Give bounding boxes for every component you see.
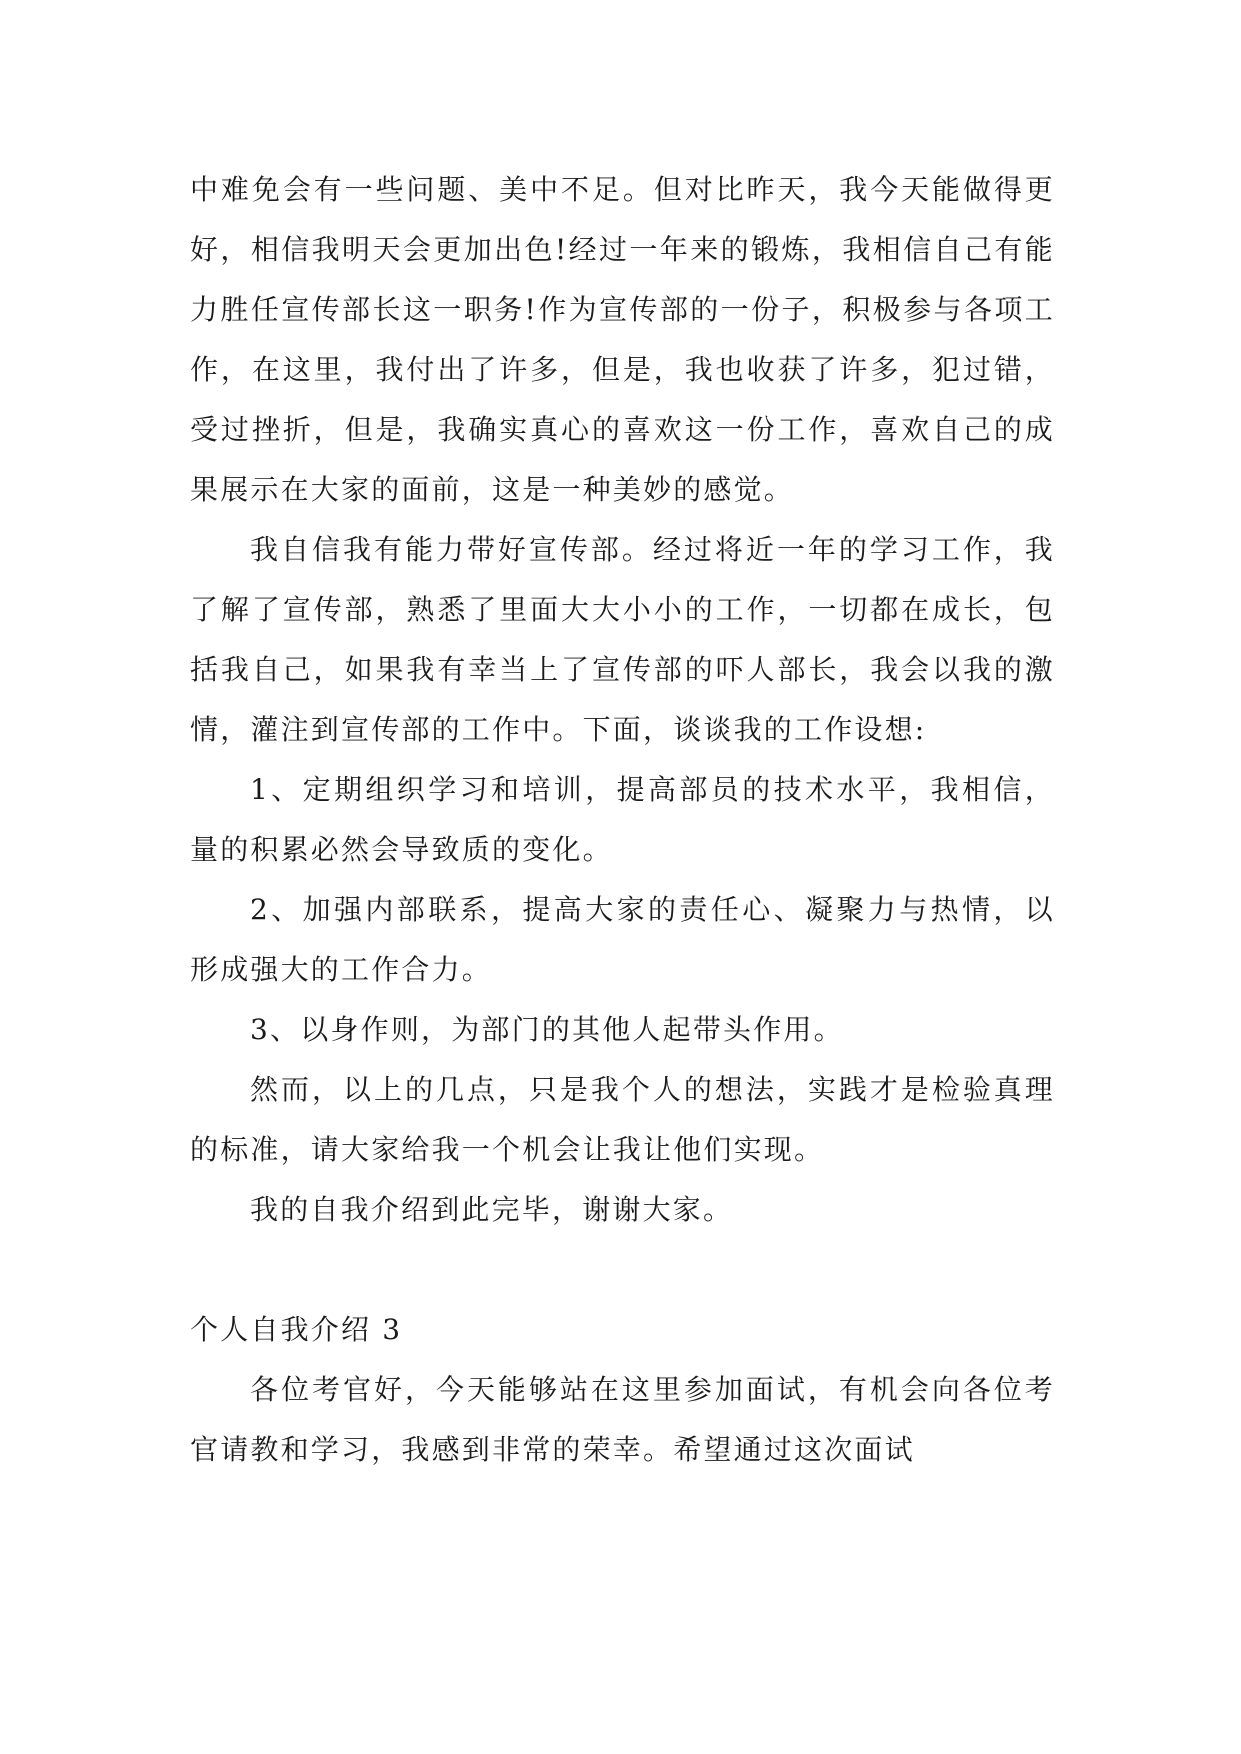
list-item-2: 2、加强内部联系，提高大家的责任心、凝聚力与热情，以形成强大的工作合力。 <box>190 893 1055 986</box>
paragraph-closing: 我的自我介绍到此完毕，谢谢大家。 <box>250 1193 734 1226</box>
paragraph-continuation: 中难免会有一些问题、美中不足。但对比昨天，我今天能做得更好，相信我明天会更加出色!经过一年来的锻炼，我相信自己有能力胜任宣传部长这一职务!作为宣传部的一份子，积极参与各项工作，在这里，我付出了许多，但是，我也收获了许多，犯过错，受过挫折，但是，我确实真心的喜欢这一份工作，喜欢自己的成果展示在大家的面前，这是一种美妙的感觉。 <box>190 173 1055 506</box>
paragraph-interview-intro: 各位考官好，今天能够站在这里参加面试，有机会向各位考官请教和学习，我感到非常的荣幸。希望通过这次面试 <box>190 1373 1055 1466</box>
list-item-3: 3、以身作则，为部门的其他人起带头作用。 <box>250 1013 844 1046</box>
section-title: 个人自我介绍 3 <box>190 1313 403 1346</box>
paragraph-confidence: 我自信我有能力带好宣传部。经过将近一年的学习工作，我了解了宣传部，熟悉了里面大大小小的工作，一切都在成长，包括我自己，如果我有幸当上了宣传部的吓人部长，我会以我的激情，灌注到宣传部的工作中。下面，谈谈我的工作设想: <box>190 533 1055 746</box>
section-gap <box>190 1240 1055 1300</box>
list-item-1: 1、定期组织学习和培训，提高部员的技术水平，我相信，量的积累必然会导致质的变化。 <box>190 773 1055 866</box>
paragraph-however: 然而，以上的几点，只是我个人的想法，实践才是检验真理的标准，请大家给我一个机会让我让他们实现。 <box>190 1073 1055 1166</box>
document-body <box>190 160 1055 1480</box>
